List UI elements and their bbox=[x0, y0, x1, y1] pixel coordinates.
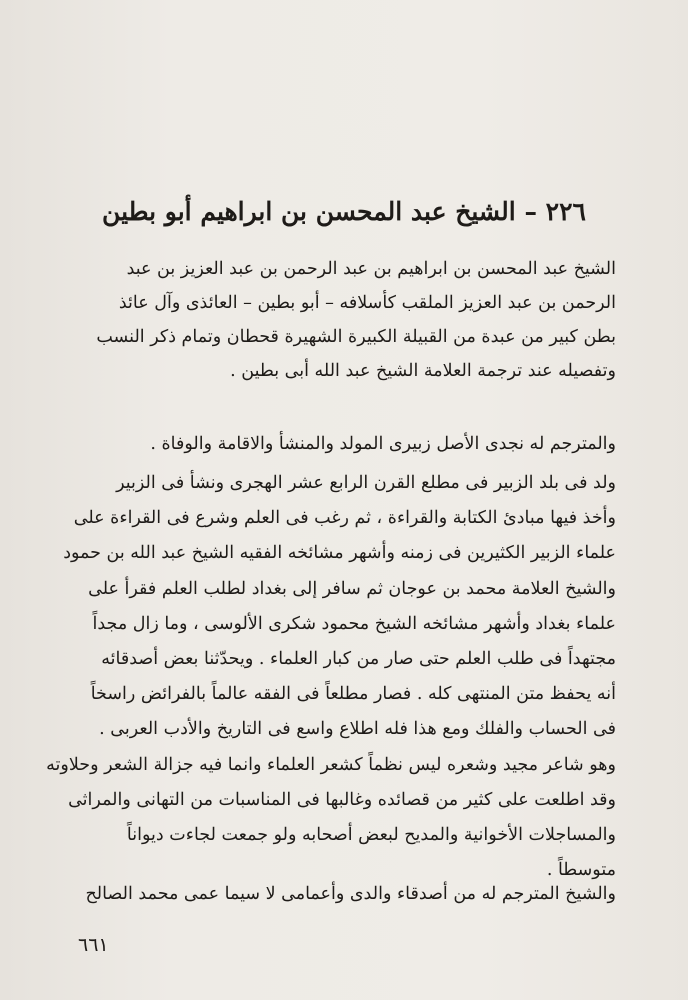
text-line: متوسطاً . bbox=[546, 860, 616, 881]
text-line: والشيخ العلامة محمد بن عوجان ثم سافر إلى بغداد لطلب العلم فقرأ على bbox=[88, 578, 616, 599]
text-line: والشيخ المترجم له من أصدقاء والدى وأعمامى لا سيما عمى محمد الصالح bbox=[85, 884, 616, 904]
text-line: علماء الزبير الكثيرين فى زمنه وأشهر مشائخه الفقيه الشيخ عبد الله بن حمود bbox=[63, 543, 616, 564]
text-line: علماء بغداد وأشهر مشائخه الشيخ محمود شكرى الألوسى ، وما زال مجداً bbox=[92, 613, 616, 634]
text-line: الرحمن بن عبد العزيز الملقب كأسلافه – أبو بطين – العائذى وآل عائذ bbox=[118, 293, 616, 313]
text-line: أنه يحفظ متن المنتهى كله . فصار مطلعاً فى الفقه عالماً بالفرائض راسخاً bbox=[90, 684, 616, 705]
text-line: وأخذ فيها مبادئ الكتابة والقراءة ، ثم رغب فى العلم وشرع فى القراءة على bbox=[73, 508, 616, 529]
text-line: ولد فى بلد الزبير فى مطلع القرن الرابع عشر الهجرى ونشأ فى الزبير bbox=[116, 473, 616, 493]
text-line: مجتهداً فى طلب العلم حتى صار من كبار العلماء . ويحدّثنا بعض أصدقائه bbox=[101, 648, 616, 669]
text-line: الشيخ عبد المحسن بن ابراهيم بن عبد الرحمن بن عبد العزيز بن عبد bbox=[126, 259, 616, 279]
page-number: ٦٦١ bbox=[78, 934, 109, 956]
paragraph-friendship bbox=[71, 878, 616, 911]
bleed-through-text bbox=[140, 40, 620, 160]
text-line: وهو شاعر مجيد وشعره ليس نظماً كشعر العلماء وانما فيه جزالة الشعر وحلاوته bbox=[46, 754, 616, 775]
entry-heading: ٢٢٦ – الشيخ عبد المحسن بن ابراهيم أبو بطين bbox=[102, 197, 586, 226]
paragraph-origin bbox=[71, 428, 616, 461]
text-line: فى الحساب والفلك ومع هذا فله اطلاع واسع فى التاريخ والأدب العربى . bbox=[99, 719, 616, 740]
paragraph-lineage bbox=[71, 252, 616, 388]
text-line: وتفصيله عند ترجمة العلامة الشيخ عبد الله أبى بطين . bbox=[230, 361, 616, 381]
text-line: بطن كبير من عبدة من القبيلة الكبيرة الشهيرة قحطان وتمام ذكر النسب bbox=[96, 327, 616, 347]
text-line: والمساجلات الأخوانية والمديح لبعض أصحابه ولو جمعت لجاءت ديواناً bbox=[126, 824, 616, 845]
paragraph-biography bbox=[46, 466, 616, 888]
text-line: وقد اطلعت على كثير من قصائده وغالبها فى المناسبات من التهانى والمراثى bbox=[68, 789, 616, 810]
text-line: والمترجم له نجدى الأصل زبيرى المولد والمنشأ والاقامة والوفاة . bbox=[150, 434, 616, 454]
